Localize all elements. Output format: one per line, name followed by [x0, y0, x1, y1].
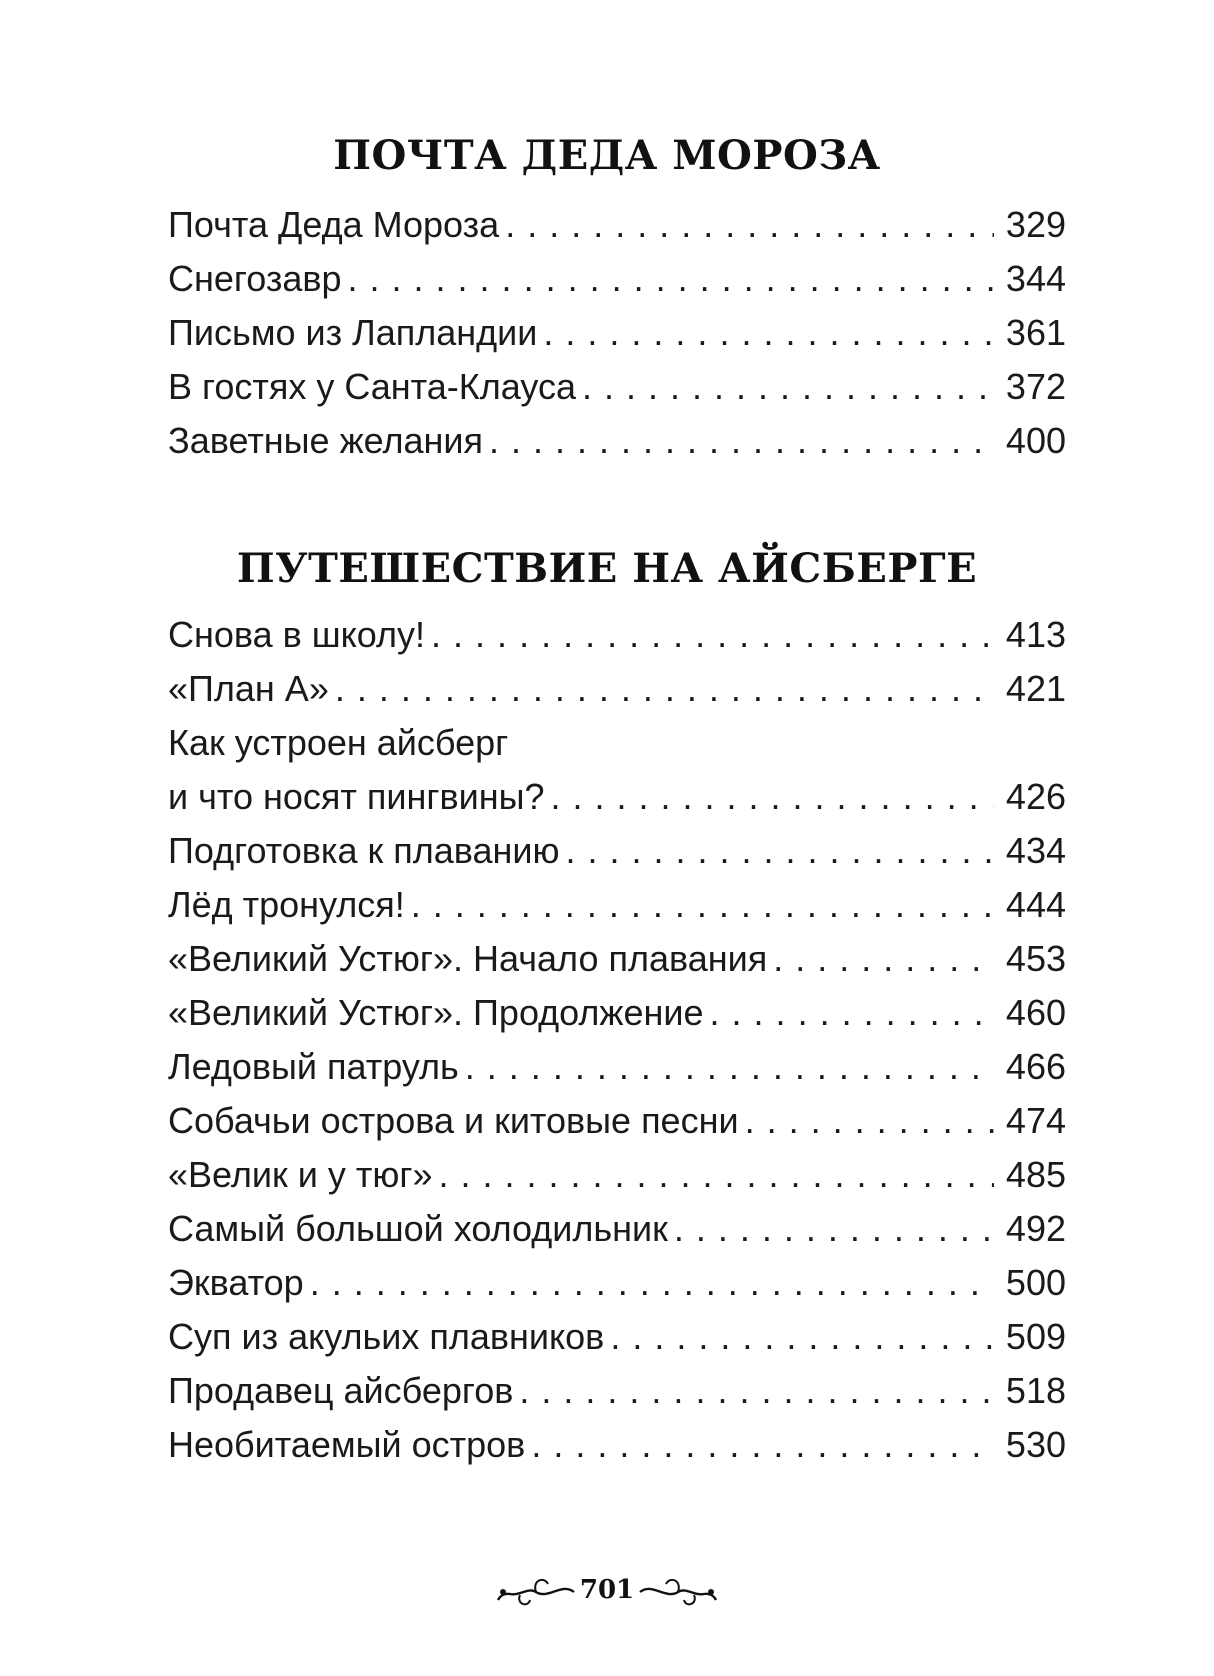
- toc-entry-page: 426: [1005, 776, 1066, 817]
- toc-entry-title: Самый большой холодильник: [168, 1208, 668, 1249]
- dot-leader: [773, 932, 994, 986]
- toc-entry-title: Экватор: [168, 1262, 304, 1303]
- toc-entry[interactable]: [168, 986, 1066, 1040]
- toc-entry-page: 492: [1005, 1208, 1066, 1249]
- toc-entry-page: 466: [1005, 1046, 1066, 1087]
- dot-leader: [431, 608, 994, 662]
- toc-entry-row: [168, 770, 1066, 824]
- toc-entry-title: Собачьи острова и китовые песни: [168, 1100, 739, 1141]
- toc-entry-page: 453: [1005, 938, 1066, 979]
- toc-entry[interactable]: [168, 1040, 1066, 1094]
- toc-entry-title: Снова в школу!: [168, 614, 426, 655]
- toc-entry-title: Продавец айсбергов: [168, 1370, 514, 1411]
- toc-entry-page: 361: [1005, 312, 1066, 353]
- toc-entry[interactable]: [168, 932, 1066, 986]
- toc-entry[interactable]: [168, 608, 1066, 662]
- dot-leader: [489, 414, 994, 468]
- toc-entry-page: 530: [1005, 1424, 1066, 1465]
- dot-leader: [519, 1364, 994, 1418]
- toc-entry-title: Ледовый патруль: [168, 1046, 459, 1087]
- toc-entry-title: В гостях у Санта-Клауса: [168, 366, 576, 407]
- dot-leader: [348, 252, 994, 306]
- toc-entry-title: «Великий Устюг». Начало плавания: [168, 938, 768, 979]
- toc-entry[interactable]: [168, 1310, 1066, 1364]
- dot-leader: [438, 1148, 994, 1202]
- toc-entry-page: 329: [1005, 204, 1066, 245]
- toc-entry-page: 474: [1005, 1100, 1066, 1141]
- toc-entry[interactable]: [168, 662, 1066, 716]
- toc-entry[interactable]: [168, 414, 1066, 468]
- toc-entry-title: Подготовка к плаванию: [168, 830, 560, 871]
- toc-entry-page: 400: [1005, 420, 1066, 461]
- toc-entry[interactable]: [168, 1202, 1066, 1256]
- toc-entry-title: Снегозавр: [168, 258, 342, 299]
- toc-entry[interactable]: [168, 824, 1066, 878]
- toc-entry[interactable]: [168, 1256, 1066, 1310]
- toc-entry[interactable]: [168, 1148, 1066, 1202]
- dot-leader: [335, 662, 994, 716]
- toc-entry-page: 421: [1005, 668, 1066, 709]
- toc-entry-title: «Велик и у тюг»: [168, 1154, 433, 1195]
- dot-leader: [565, 824, 994, 878]
- toc-entry-page: 460: [1005, 992, 1066, 1033]
- toc-entry-page: 500: [1005, 1262, 1066, 1303]
- toc-entry-title: Необитаемый остров: [168, 1424, 526, 1465]
- toc-entry[interactable]: [168, 306, 1066, 360]
- dot-leader: [310, 1256, 994, 1310]
- dot-leader: [505, 198, 994, 252]
- toc-entry-page: 485: [1005, 1154, 1066, 1195]
- section-heading-2: ПУТЕШЕСТВИЕ НА АЙСБЕРГЕ: [236, 545, 978, 592]
- toc-entry-title: «План А»: [168, 668, 329, 709]
- section-heading-1: ПОЧТА ДЕДА МОРОЗА: [333, 132, 881, 179]
- dot-leader: [674, 1202, 994, 1256]
- flourish-left-icon: [496, 1570, 576, 1610]
- toc-list-2: [168, 608, 1066, 1472]
- dot-leader: [582, 360, 994, 414]
- toc-entry[interactable]: [168, 360, 1066, 414]
- dot-leader: [610, 1310, 994, 1364]
- dot-leader: [531, 1418, 994, 1472]
- toc-entry-title: Суп из акульих плавников: [168, 1316, 605, 1357]
- toc-entry[interactable]: [168, 198, 1066, 252]
- toc-entry-page: 413: [1005, 614, 1066, 655]
- page-number: 701: [579, 1575, 635, 1605]
- toc-entry-title: и что носят пингвины?: [168, 776, 545, 817]
- page-footer: [0, 1560, 1214, 1620]
- toc-entry[interactable]: [168, 1418, 1066, 1472]
- toc-entry[interactable]: [168, 716, 1066, 824]
- toc-entry-title: Письмо из Лапландии: [168, 312, 538, 353]
- toc-entry-title-line1: Как устроен айсберг: [168, 722, 509, 763]
- toc-entry[interactable]: [168, 1094, 1066, 1148]
- toc-entry-page: 518: [1005, 1370, 1066, 1411]
- dot-leader: [543, 306, 994, 360]
- dot-leader: [411, 878, 994, 932]
- flourish-right-icon: [638, 1570, 718, 1610]
- dot-leader: [710, 986, 994, 1040]
- dot-leader: [465, 1040, 994, 1094]
- dot-leader: [551, 770, 995, 824]
- toc-entry[interactable]: [168, 252, 1066, 306]
- toc-list-1: [168, 198, 1066, 468]
- toc-entry-title: Лёд тронулся!: [168, 884, 405, 925]
- toc-entry-page: 344: [1005, 258, 1066, 299]
- toc-entry-page: 509: [1005, 1316, 1066, 1357]
- toc-entry-page: 444: [1005, 884, 1066, 925]
- toc-entry[interactable]: [168, 878, 1066, 932]
- toc-entry[interactable]: [168, 1364, 1066, 1418]
- toc-entry-page: 372: [1005, 366, 1066, 407]
- toc-entry-title: Заветные желания: [168, 420, 483, 461]
- toc-entry-page: 434: [1005, 830, 1066, 871]
- toc-entry-title: Почта Деда Мороза: [168, 204, 500, 245]
- dot-leader: [745, 1094, 994, 1148]
- toc-entry-title: «Великий Устюг». Продолжение: [168, 992, 704, 1033]
